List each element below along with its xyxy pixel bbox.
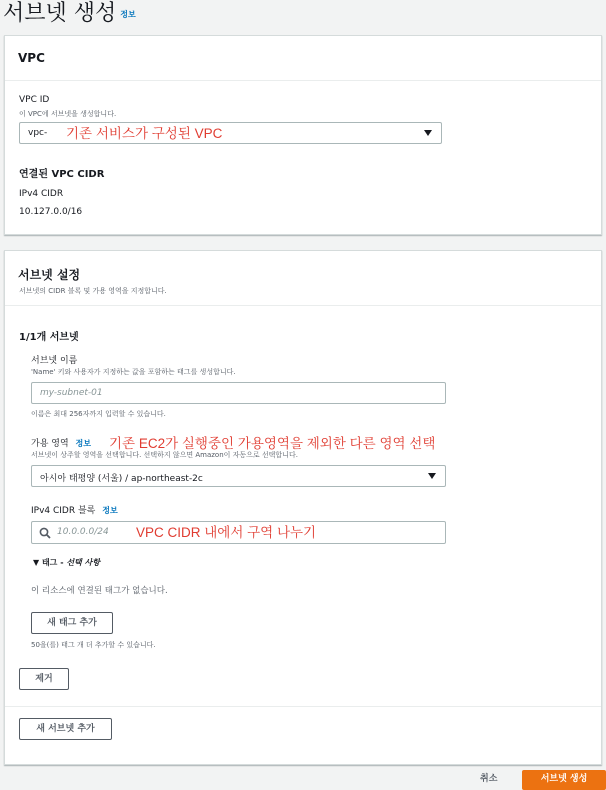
annotation-vpc: 기존 서비스가 구성된 VPC xyxy=(66,126,223,141)
remove-subnet-button[interactable]: 제거 xyxy=(19,668,69,690)
subnet-settings-panel xyxy=(4,250,602,765)
subnet-name-placeholder: my-subnet-01 xyxy=(40,388,103,398)
caret-down-icon: ▼ xyxy=(33,558,40,567)
az-label xyxy=(31,436,91,449)
subnet-name-input[interactable] xyxy=(31,382,446,404)
tags-toggle[interactable] xyxy=(33,557,100,568)
subnet-count: 1/1개 서브넷 xyxy=(19,332,79,343)
vpc-cidr-title: 연결된 VPC CIDR xyxy=(19,169,105,180)
page-info-link[interactable]: 정보 xyxy=(120,9,136,19)
page-title xyxy=(3,0,136,27)
subnet-panel-header xyxy=(5,251,601,306)
add-tag-button[interactable]: 새 태그 추가 xyxy=(31,612,113,634)
vpc-id-value: vpc- xyxy=(28,128,48,138)
cidr-block-label xyxy=(31,503,118,516)
add-subnet-button[interactable]: 새 서브넷 추가 xyxy=(19,718,112,740)
subnet-panel-title: 서브넷 설정 xyxy=(18,268,81,282)
panel-divider xyxy=(5,706,601,707)
subnet-name-hint: 이름은 최대 256자까지 입력할 수 있습니다. xyxy=(31,410,166,418)
subnet-name-label: 서브넷 이름 xyxy=(31,356,78,366)
tags-toggle-label: 태그 - xyxy=(41,558,67,567)
az-label-text: 가용 영역 xyxy=(31,439,69,449)
cancel-button[interactable]: 취소 xyxy=(480,774,498,784)
create-subnet-button[interactable]: 서브넷 생성 xyxy=(522,770,606,790)
search-icon xyxy=(39,527,51,539)
az-select[interactable] xyxy=(31,465,446,487)
tag-limit-text: 50을(를) 태그 개 더 추가할 수 있습니다. xyxy=(31,641,156,649)
vpc-id-label: VPC ID xyxy=(19,95,50,105)
subnet-panel-description: 서브넷의 CIDR 블록 및 가용 영역을 지정합니다. xyxy=(19,287,167,295)
annotation-cidr: VPC CIDR 내에서 구역 나누기 xyxy=(136,525,317,540)
cidr-block-label-text: IPv4 CIDR 블록 xyxy=(31,506,96,516)
cidr-info-link[interactable]: 정보 xyxy=(102,506,118,515)
az-value: 아시아 태평양 (서울) / ap-northeast-2c xyxy=(40,474,203,484)
vpc-panel-header xyxy=(5,36,601,81)
cidr-placeholder: 10.0.0.0/24 xyxy=(57,527,109,537)
annotation-az: 기존 EC2가 실행중인 가용영역을 제외한 다른 영역 선택 xyxy=(109,436,436,451)
az-info-link[interactable]: 정보 xyxy=(75,439,91,448)
vpc-panel-title: VPC xyxy=(18,51,45,65)
az-description: 서브넷이 상주할 영역을 선택합니다. 선택하지 않으면 Amazon이 자동으로 선택합니다. xyxy=(31,451,298,459)
no-tags-text: 이 리소스에 연결된 태그가 없습니다. xyxy=(31,586,168,596)
ipv4-cidr-label: IPv4 CIDR xyxy=(19,189,64,199)
tags-optional-label: 선택 사항 xyxy=(66,558,101,567)
chevron-down-icon xyxy=(428,473,436,479)
subnet-name-description: 'Name' 키와 사용자가 지정하는 값을 포함하는 태그를 생성합니다. xyxy=(31,368,236,376)
ipv4-cidr-value: 10.127.0.0/16 xyxy=(19,207,83,217)
vpc-id-description: 이 VPC에 서브넷을 생성합니다. xyxy=(19,110,117,118)
chevron-down-icon xyxy=(424,130,432,136)
page-title-text: 서브넷 생성 xyxy=(3,1,117,26)
